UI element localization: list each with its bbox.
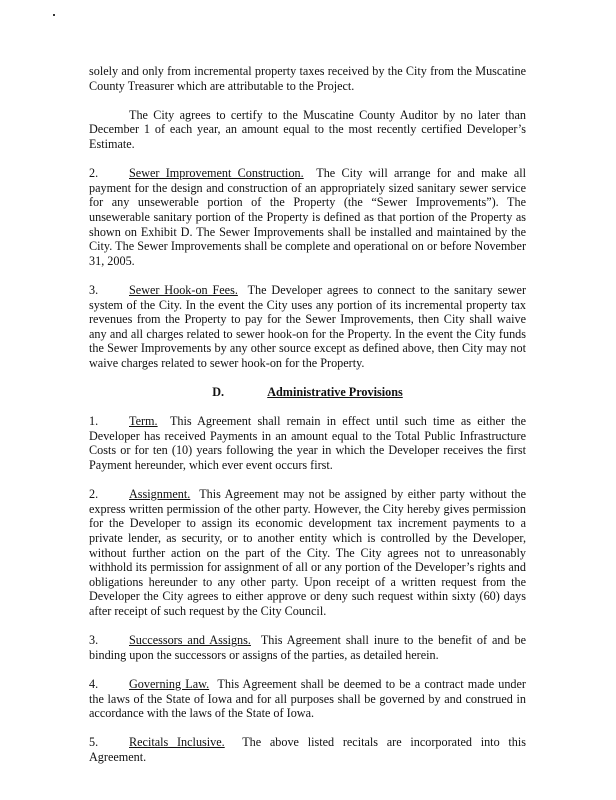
- item-title: Successors and Assigns.: [129, 633, 251, 648]
- item-number: 3.: [89, 282, 99, 297]
- item-number: 2.: [89, 487, 99, 502]
- item-title: Term.: [129, 414, 158, 429]
- section-c-item-2: [89, 166, 526, 268]
- item-number: 5.: [89, 735, 99, 750]
- section-title: Administrative Provisions: [267, 385, 403, 400]
- item-title: Sewer Hook-on Fees.: [129, 282, 238, 297]
- item-text: The Developer agrees to connect to the sanitary sewer system of the City. In the event the City uses any portion of its incremental property tax revenues from the Property to pay for the Sewer Improvements, then City shall waive any and all charges related to sewer hook-on for the Property. In the event the City funds the Sewer Improvements by any other source except as defined above, then City may not waive charges related to sewer hook-on for the Property.: [89, 282, 527, 370]
- item-text: The City will arrange for and make all payment for the design and construction of an appropriately sized sanitary sewer service for any unsewerable portion of the Property (the “Sewer Improvements”). The unsewerable sanitary portion of the Property is defined as that portion of the Property as shown on Exhibit D. The Sewer Improvements shall be installed and maintained by the City. The Sewer Improvements shall be complete and operational on or before November 31, 2005.: [89, 166, 526, 268]
- item-title: Assignment.: [129, 487, 191, 502]
- item-text: This Agreement shall remain in effect until such time as either the Developer has received Payments in an amount equal to the Total Public Infrastructure Costs or for ten (10) years following the year in which the Developer receives the first Payment hereunder, which ever event occurs first.: [89, 414, 526, 473]
- item-number: 4.: [89, 676, 99, 691]
- item-text: This Agreement shall be deemed to be a contract made under the laws of the State of Iowa and for all purposes shall be governed by and construed in accordance with the laws of the State of Iowa.: [89, 676, 526, 721]
- item-title: Sewer Improvement Construction.: [129, 166, 304, 181]
- section-c-item-3: [89, 283, 526, 371]
- item-title: Governing Law.: [129, 676, 210, 691]
- item-title: Recitals Inclusive.: [129, 735, 225, 750]
- document-body: [89, 64, 526, 779]
- scan-speck: [53, 14, 55, 16]
- intro-paragraph-1: solely and only from incremental property taxes received by the City from the Muscatine County Treasurer which are attributable to the Project.: [89, 64, 526, 93]
- section-letter: D.: [212, 385, 225, 400]
- item-number: 1.: [89, 414, 99, 429]
- section-d-item-1: [89, 414, 526, 472]
- section-d-item-4: [89, 677, 526, 721]
- item-text: This Agreement shall inure to the benefit of and be binding upon the successors or assigns of the parties, as detailed herein.: [89, 633, 526, 662]
- section-d-heading: [89, 385, 526, 400]
- item-number: 3.: [89, 633, 99, 648]
- section-d-item-2: [89, 487, 526, 618]
- item-text: The above listed recitals are incorporated into this Agreement.: [89, 735, 526, 764]
- section-d-item-5: [89, 735, 526, 764]
- item-text: This Agreement may not be assigned by either party without the express written permission of the other party. However, the City hereby gives permission for the Developer to assign its economic development tax increment payments to a private lender, as security, or to another entity which is controlled by the Developer, without further action on the part of the City. The City agrees not to unreasonably withhold its permission for assignment of all or any portion of the Developer’s rights and obligations hereunder to any other party. Upon receipt of a written request from the Developer the City agrees to either approve or deny such request within sixty (60) days after receipt of such request by the City Council.: [89, 487, 526, 618]
- section-d-item-3: [89, 633, 526, 662]
- item-number: 2.: [89, 166, 99, 181]
- intro-paragraph-2: The City agrees to certify to the Muscatine County Auditor by no later than December 1 of each year, an amount equal to the most recently certified Developer’s Estimate.: [89, 107, 526, 151]
